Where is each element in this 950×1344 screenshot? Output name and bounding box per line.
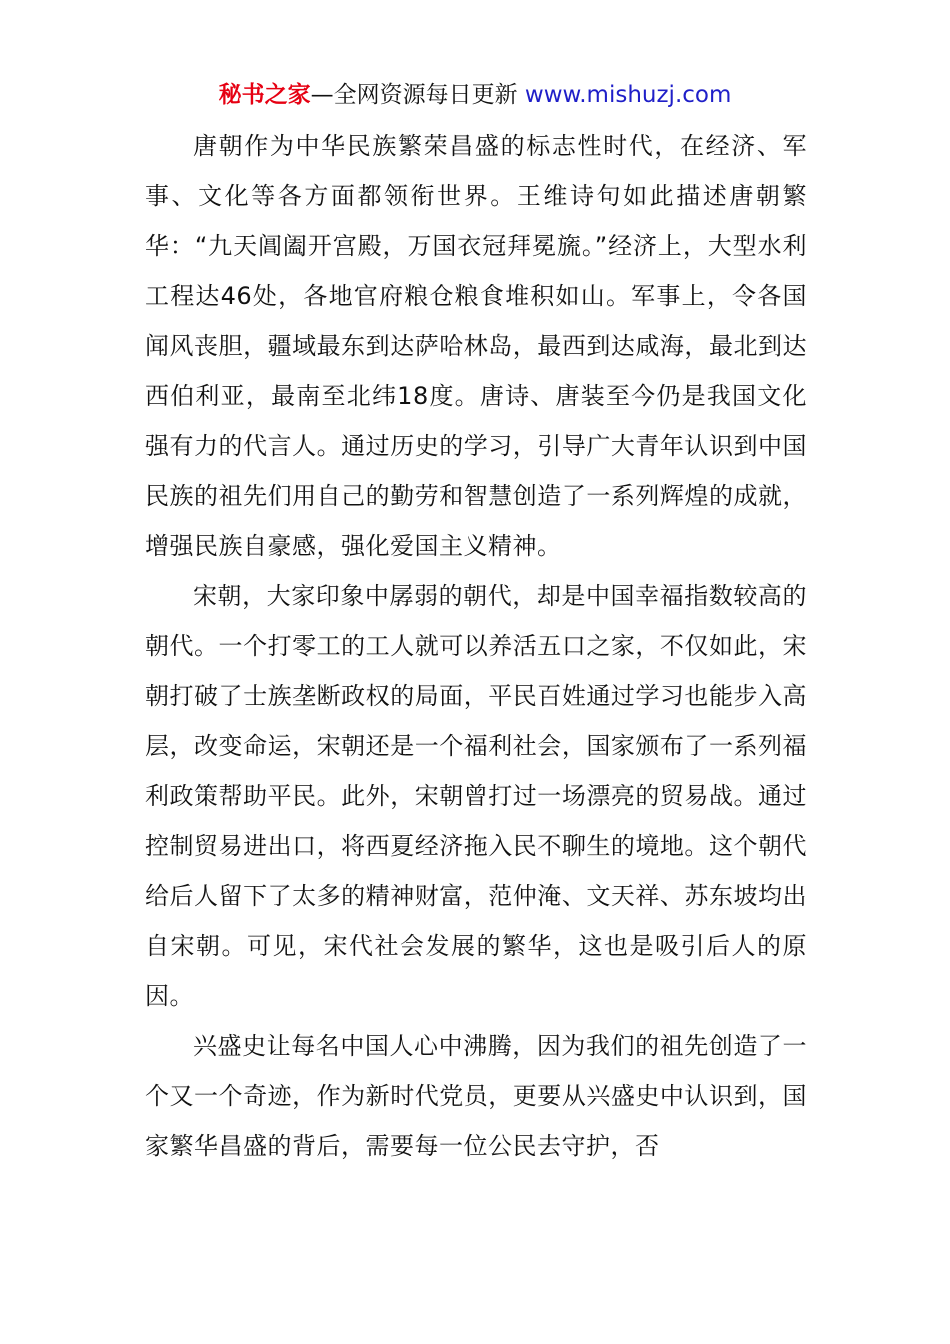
article-body bbox=[145, 121, 807, 1171]
site-brand: 秘书之家 bbox=[218, 82, 311, 108]
paragraph-song-dynasty: 宋朝，大家印象中孱弱的朝代，却是中国幸福指数较高的朝代。一个打零工的工人就可以养活五口之家，不仅如此，宋朝打破了士族垄断政权的局面，平民百姓通过学习也能步入高层，改变命运，宋朝还是一个福利社会，国家颁布了一系列福利政策帮助平民。此外，宋朝曾打过一场漂亮的贸易战。通过控制贸易进出口，将西夏经济拖入民不聊生的境地。这个朝代给后人留下了太多的精神财富，范仲淹、文天祥、苏东坡均出自宋朝。可见，宋代社会发展的繁华，这也是吸引后人的原因。 bbox=[145, 582, 807, 1010]
site-url-link[interactable]: www.mishuzj.com bbox=[517, 82, 732, 108]
site-header bbox=[0, 80, 950, 110]
paragraph-tang-dynasty: 唐朝作为中华民族繁荣昌盛的标志性时代，在经济、军事、文化等各方面都领衔世界。王维诗句如此描述唐朝繁华：“九天阊阖开宫殿，万国衣冠拜冕旒。”经济上，大型水利工程达46处，各地官府粮仓粮食堆积如山。军事上，令各国闻风丧胆，疆域最东到达萨哈林岛，最西到达咸海，最北到达西伯利亚，最南至北纬18度。唐诗、唐装至今仍是我国文化强有力的代言人。通过历史的学习，引导广大青年认识到中国民族的祖先们用自己的勤劳和智慧创造了一系列辉煌的成就，增强民族自豪感，强化爱国主义精神。 bbox=[145, 132, 807, 560]
paragraph-prosperity-history: 兴盛史让每名中国人心中沸腾，因为我们的祖先创造了一个又一个奇迹，作为新时代党员，更要从兴盛史中认识到，国家繁华昌盛的背后，需要每一位公民去守护，否 bbox=[145, 1032, 807, 1160]
site-tagline: —全网资源每日更新 bbox=[310, 82, 518, 108]
